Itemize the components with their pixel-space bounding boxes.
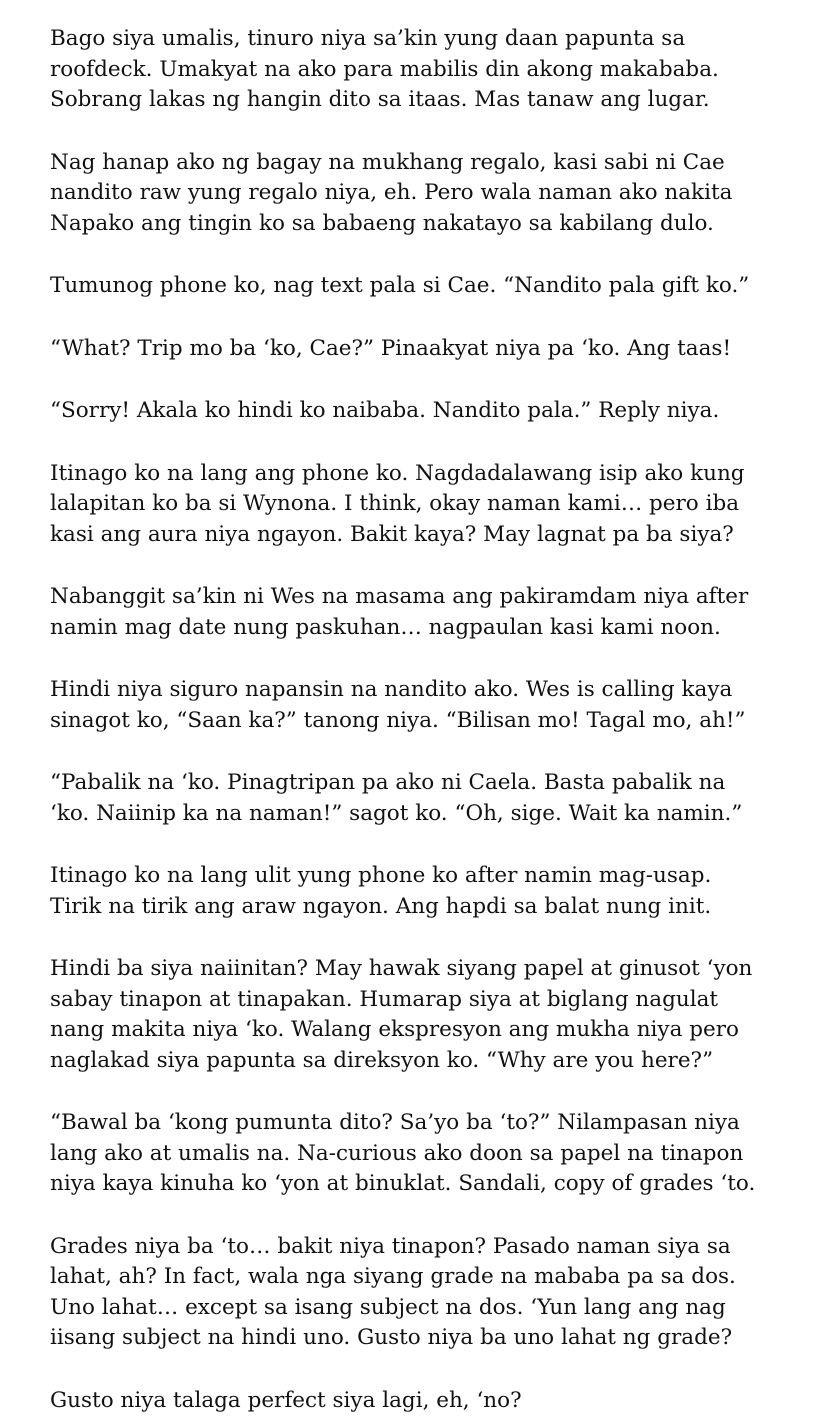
text-line: “What? Trip mo ba ‘ko, Cae?” Pinaakyat niya pa ‘ko. Ang taas! (50, 335, 732, 361)
text-line: nang makita niya ‘ko. Walang ekspresyon ang mukha niya pero (50, 1017, 739, 1042)
text-line: “Bawal ba ‘kong pumunta dito? Sa’yo ba ‘to?” Nilampasan niya (50, 1110, 740, 1135)
text-line: lahat, ah? In fact, wala nga siyang grade na mababa pa sa dos. (50, 1264, 736, 1289)
text-line: namin mag date nung paskuhan… nagpaulan kasi kami noon. (50, 614, 721, 640)
text-line: Gusto niya talaga perfect siya lagi, eh, ‘no? (50, 1387, 522, 1413)
text-line: sabay tinapon at tinapakan. Humarap siya at biglang nagulat (50, 986, 719, 1012)
text-line: kasi ang aura niya ngayon. Bakit kaya? May lagnat pa ba siya? (50, 521, 734, 547)
text-line: “Pabalik na ‘ko. Pinagtripan pa ako ni Caela. Basta pabalik na (50, 770, 726, 795)
text-line: lang ako at umalis na. Na-curious ako doon sa papel na tinapon (50, 1140, 744, 1166)
text-line: Uno lahat… except sa isang subject na dos. ‘Yun lang ang nag (50, 1294, 726, 1320)
paragraph-2 (50, 148, 808, 240)
text-line: naglakad siya papunta sa direksyon ko. “Why are you here?” (50, 1047, 714, 1073)
text-line: Bago siya umalis, tinuro niya sa’kin yung daan papunta sa (50, 26, 686, 51)
text-line: roofdeck. Umakyat na ako para mabilis din akong makababa. (50, 56, 719, 82)
text-line: Nag hanap ako ng bagay na mukhang regalo, kasi sabi ni Cae (50, 149, 725, 175)
paragraph-7 (50, 582, 808, 643)
paragraph-9 (50, 768, 808, 829)
text-line: “Sorry! Akala ko hindi ko naibaba. Nandito pala.” Reply niya. (50, 398, 720, 423)
text-line: Itinago ko na lang ulit yung phone ko after namin mag-usap. (50, 863, 712, 888)
text-line: iisang subject na hindi uno. Gusto niya ba uno lahat ng grade? (50, 1325, 733, 1350)
text-line: Grades niya ba ‘to… bakit niya tinapon? Pasado naman siya sa (50, 1233, 731, 1259)
text-line: Tirik na tirik ang araw ngayon. Ang hapdi sa balat nung init. (50, 893, 712, 919)
text-line: niya kaya kinuha ko ‘yon at binuklat. Sandali, copy of grades ‘to. (50, 1171, 756, 1196)
text-line: Tumunog phone ko, nag text pala si Cae. “Nandito pala gift ko.” (50, 273, 750, 298)
text-line: Hindi ba siya naiinitan? May hawak siyang papel at ginusot ‘yon (50, 956, 753, 981)
text-line: Hindi niya siguro napansin na nandito ako. Wes is calling kaya (50, 677, 733, 702)
text-line: sinagot ko, “Saan ka?” tanong niya. “Bilisan mo! Tagal mo, ah!” (50, 707, 746, 733)
text-line: ‘ko. Naiinip ka na naman!” sagot ko. “Oh, sige. Wait ka namin.” (50, 800, 743, 826)
paragraph-10 (50, 861, 808, 922)
text-line: Napako ang tingin ko sa babaeng nakatayo sa kabilang dulo. (50, 210, 714, 236)
paragraph-5 (50, 396, 808, 427)
paragraph-6 (50, 459, 808, 551)
paragraph-1 (50, 24, 808, 116)
paragraph-12 (50, 1108, 808, 1200)
paragraph-11 (50, 954, 808, 1076)
paragraph-4 (50, 334, 808, 365)
paragraph-8 (50, 675, 808, 736)
paragraph-14 (50, 1386, 808, 1417)
text-line: nandito raw yung regalo niya, eh. Pero wala naman ako nakita (50, 180, 733, 205)
text-line: Sobrang lakas ng hangin dito sa itaas. Mas tanaw ang lugar. (50, 87, 710, 112)
paragraph-3 (50, 271, 808, 302)
text-line: Itinago ko na lang ang phone ko. Nagdadalawang isip ako kung (50, 460, 745, 486)
text-line: lalapitan ko ba si Wynona. I think, okay naman kami… pero iba (50, 491, 740, 516)
paragraph-13 (50, 1232, 808, 1354)
text-line: Nabanggit sa’kin ni Wes na masama ang pakiramdam niya after (50, 584, 749, 609)
